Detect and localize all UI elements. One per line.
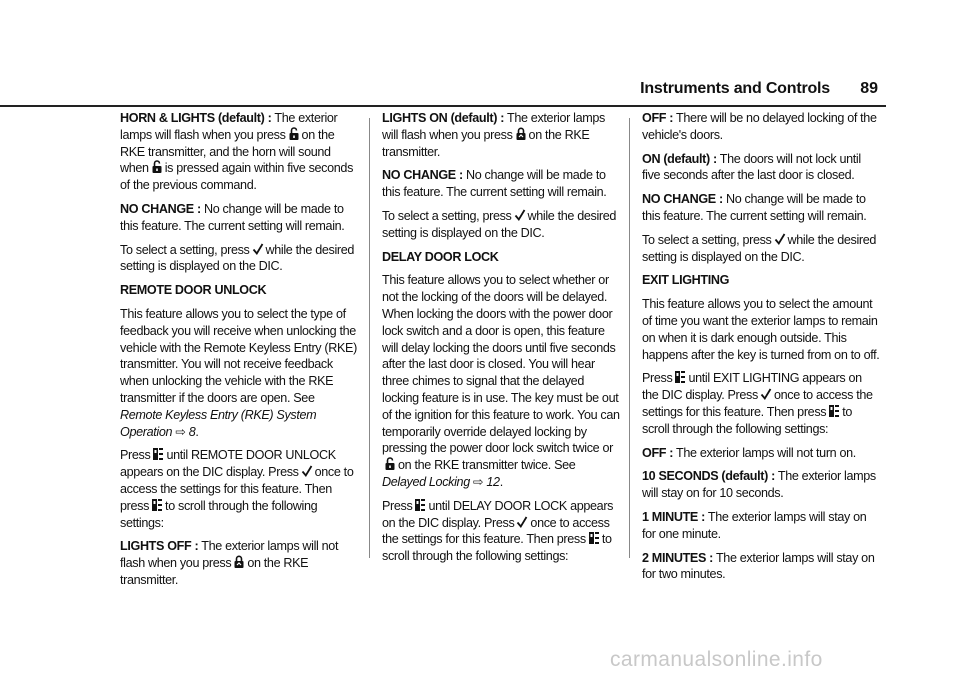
setting-label: NO CHANGE : xyxy=(642,192,723,207)
subheading: DELAY DOOR LOCK xyxy=(382,249,499,264)
unlock-icon xyxy=(288,127,300,141)
paragraph: Press until EXIT LIGHTING appears on the DIC display. Press once to access the settings for this feature. Then press to scroll through the following settings: xyxy=(642,371,873,436)
checkmark-icon xyxy=(760,387,772,401)
setting-label: 2 MINUTES : xyxy=(642,550,714,565)
checkmark-icon xyxy=(301,464,313,478)
page-reference[interactable]: 12 xyxy=(486,474,500,489)
vehicle-settings-icon xyxy=(152,447,164,461)
page-reference[interactable]: 8 xyxy=(188,424,196,439)
paragraph: ON (default) : The doors will not lock until five seconds after the last door is closed. xyxy=(642,151,861,183)
cross-reference[interactable]: Delayed Locking xyxy=(382,474,470,489)
setting-label: OFF : xyxy=(642,445,674,460)
vehicle-settings-icon xyxy=(828,404,840,418)
subheading: EXIT LIGHTING xyxy=(642,273,730,288)
remote-lock-icon xyxy=(515,127,527,141)
column-1 xyxy=(120,110,358,596)
setting-label: NO CHANGE : xyxy=(382,168,463,183)
watermark: carmanualsonline.info xyxy=(610,648,823,671)
column-divider xyxy=(369,118,370,558)
column-2 xyxy=(382,110,620,572)
paragraph: LIGHTS ON (default) : The exterior lamps will flash when you press on the RKE transmitter. xyxy=(382,111,605,159)
paragraph: OFF : There will be no delayed locking of the vehicle's doors. xyxy=(642,111,877,142)
setting-label: LIGHTS ON (default) : xyxy=(382,111,505,125)
paragraph: Press until REMOTE DOOR UNLOCK appears on the DIC display. Press once to access the settings for this feature. Then press to scroll through the following settings: xyxy=(120,448,354,530)
paragraph: LIGHTS OFF : The exterior lamps will not flash when you press on the RKE transmitter. xyxy=(120,539,339,587)
unlock-icon xyxy=(151,160,163,174)
paragraph: 10 SECONDS (default) : The exterior lamps will stay on for 10 seconds. xyxy=(642,469,876,501)
setting-label: NO CHANGE : xyxy=(120,201,201,216)
page-number: 89 xyxy=(860,80,878,97)
paragraph: NO CHANGE : No change will be made to this feature. The current setting will remain. xyxy=(120,201,345,233)
setting-label: 1 MINUTE : xyxy=(642,509,705,524)
paragraph: This feature allows you to select whether or not the locking of the doors will be delayed. When locking the doors with the power door lock switch and a door is open, this feature will delay locking the doors until five seconds after the last door is closed. You will hear three chimes to signal that the delayed locking feature is in use. The key must be out of the ignition for this feature to work. You can temporarily override delayed locking by pressing the power door lock switch twice or on the RKE transmitter twice. See Delayed Locking ⇨ 12. xyxy=(382,273,620,489)
paragraph: OFF : The exterior lamps will not turn on. xyxy=(642,445,856,460)
page-arrow-icon: ⇨ xyxy=(175,424,186,439)
vehicle-settings-icon xyxy=(151,498,163,512)
subheading: REMOTE DOOR UNLOCK xyxy=(120,283,267,298)
checkmark-icon xyxy=(774,232,786,246)
setting-label: OFF : xyxy=(642,111,674,125)
paragraph: 2 MINUTES : The exterior lamps will stay on for two minutes. xyxy=(642,550,875,582)
header-rule xyxy=(0,105,886,107)
paragraph: NO CHANGE : No change will be made to this feature. The current setting will remain. xyxy=(382,168,607,200)
paragraph: To select a setting, press while the desired setting is displayed on the DIC. xyxy=(382,208,617,240)
setting-label: ON (default) : xyxy=(642,151,717,166)
paragraph: HORN & LIGHTS (default) : The exterior lamps will flash when you press on the RKE transmitter, and the horn will sound when is pressed again within five seconds of the previous command. xyxy=(120,111,354,193)
paragraph: Press until DELAY DOOR LOCK appears on the DIC display. Press once to access the settings for this feature. Then press to scroll through the following settings: xyxy=(382,498,614,564)
section-title: Instruments and Controls xyxy=(640,80,830,97)
vehicle-settings-icon xyxy=(588,531,600,545)
paragraph: To select a setting, press while the desired setting is displayed on the DIC. xyxy=(642,232,877,264)
checkmark-icon xyxy=(252,242,264,256)
page-header xyxy=(0,0,960,110)
cross-reference[interactable]: Remote Keyless Entry (RKE) System Operation xyxy=(120,407,317,439)
vehicle-settings-icon xyxy=(414,498,426,512)
vehicle-settings-icon xyxy=(674,370,686,384)
paragraph: This feature allows you to select the type of feedback you will receive when unlocking the vehicle with the Remote Keyless Entry (RKE) transmitter. You will not receive feedback when unlocking the vehicle with the RKE transmitter if the doors are open. See Remote Keyless Entry (RKE) System Operation ⇨ 8. xyxy=(120,306,357,439)
remote-lock-icon xyxy=(233,555,245,569)
checkmark-icon xyxy=(516,515,528,529)
column-divider xyxy=(629,118,630,558)
paragraph: NO CHANGE : No change will be made to this feature. The current setting will remain. xyxy=(642,192,867,223)
checkmark-icon xyxy=(514,208,526,222)
column-3 xyxy=(642,110,880,590)
unlock-icon xyxy=(384,457,396,471)
page-arrow-icon: ⇨ xyxy=(473,474,484,489)
setting-label: 10 SECONDS (default) : xyxy=(642,469,775,484)
paragraph: This feature allows you to select the amount of time you want the exterior lamps to remain on when it is dark enough outside. This happens after the key is turned from on to off. xyxy=(642,297,880,362)
paragraph: To select a setting, press while the desired setting is displayed on the DIC. xyxy=(120,242,355,274)
paragraph: 1 MINUTE : The exterior lamps will stay on for one minute. xyxy=(642,509,867,541)
setting-label: HORN & LIGHTS (default) : xyxy=(120,111,272,125)
setting-label: LIGHTS OFF : xyxy=(120,539,199,554)
